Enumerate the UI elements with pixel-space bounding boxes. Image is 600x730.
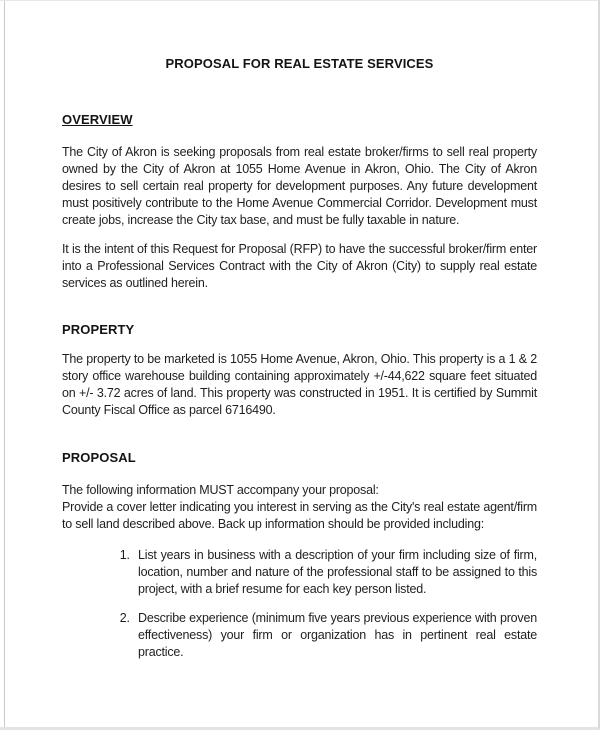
document-title: PROPOSAL FOR REAL ESTATE SERVICES <box>165 56 434 71</box>
proposal-cover-letter-paragraph: Provide a cover letter indicating you interest in serving as the City's real estate agent/firm to sell land described above. Back up information should be provided including: <box>62 500 537 531</box>
requirements-list-item-2: 2. Describe experience (minimum five years previous experience with proven effectiveness) your firm or organization has in pertinent real estate practice. <box>133 610 537 661</box>
property-paragraph: The property to be marketed is 1055 Home Avenue, Akron, Ohio. This property is a 1 & 2 story office warehouse building containing approximately +/-44,622 square feet situated on +/- 3.72 acres of land. This property was constructed in 1951. It is certified by Summit County Fiscal Office as parcel 6716490. <box>62 352 537 417</box>
requirements-list-item-1: 1. List years in business with a description of your firm including size of firm, location, number and nature of the professional staff to be assigned to this project, with a brief resume for each key person listed. <box>133 547 537 598</box>
section-heading-proposal: PROPOSAL <box>62 450 136 465</box>
proposal-intro-line: The following information MUST accompany your proposal: <box>62 483 379 497</box>
overview-paragraph-1: The City of Akron is seeking proposals from real estate broker/firms to sell real property owned by the City of Akron at 1055 Home Avenue in Akron, Ohio. The City of Akron desires to sell certain real property for development purposes. Any future development must positively contribute to the Home Avenue Commercial Corridor. Development must create jobs, increase the City tax base, and must be fully taxable in nature. <box>62 145 537 227</box>
overview-paragraph-2: It is the intent of this Request for Proposal (RFP) to have the successful broker/firm enter into a Professional Services Contract with the City of Akron (City) to supply real estate services as outlined herein. <box>62 242 537 290</box>
document-content <box>0 1 600 673</box>
section-heading-property: PROPERTY <box>62 322 135 337</box>
section-heading-overview: OVERVIEW <box>62 112 133 127</box>
requirements-list <box>62 547 537 661</box>
